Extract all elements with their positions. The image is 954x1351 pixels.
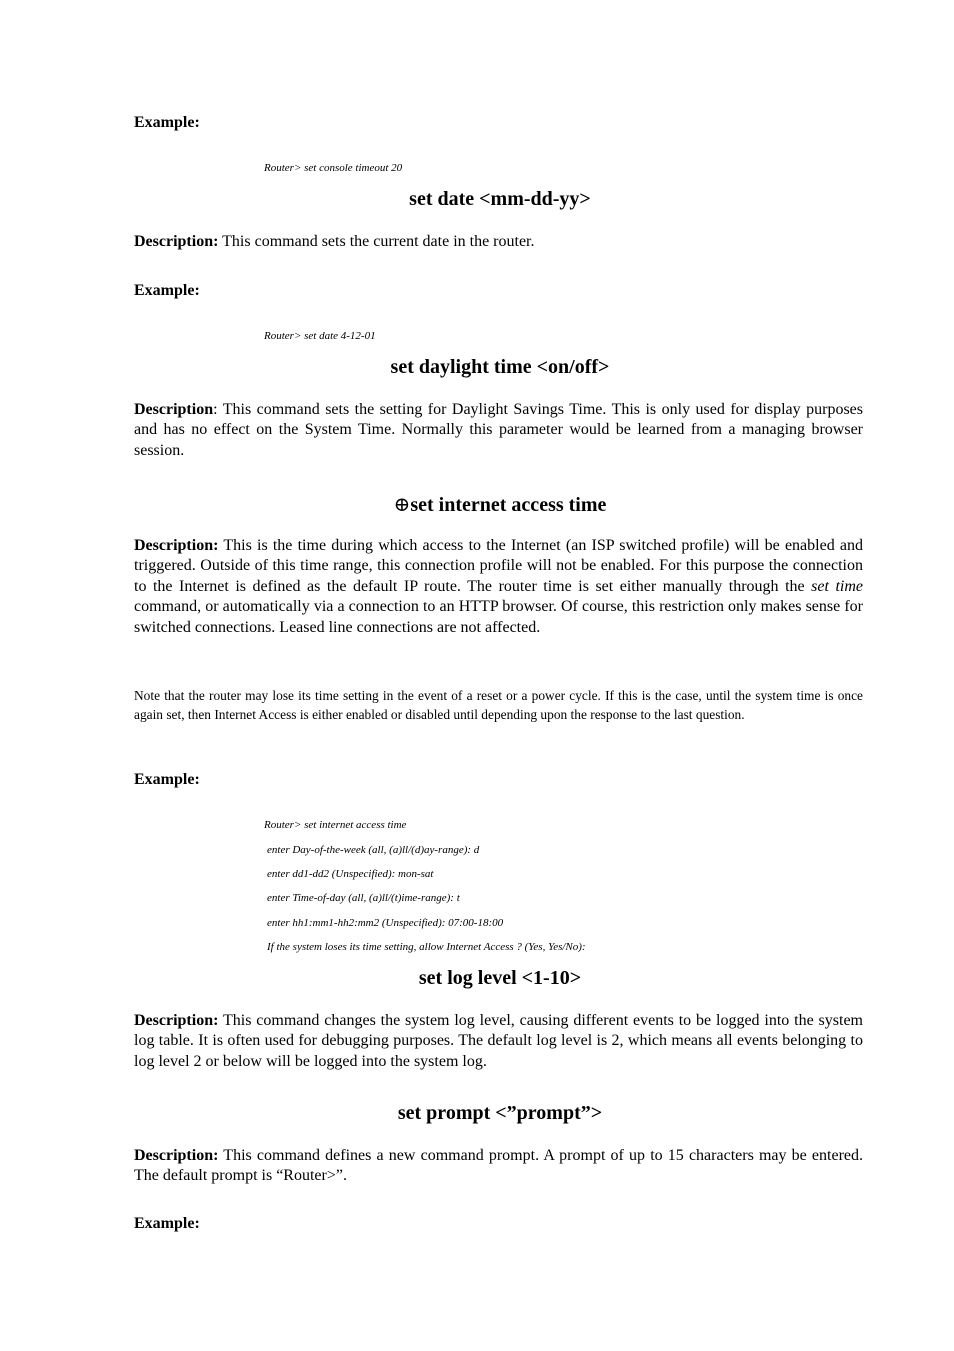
description-set-log-level — [134, 1011, 863, 1072]
description-text: This is the time during which access to the Internet (an ISP switched profile) will be enabled and triggered. Outside of this time range, this connection profile will not be enabled. For this purpose the connection to the Internet is defined as the default IP route. The router time is set either manually through the — [134, 537, 863, 595]
example-code-line: enter dd1-dd2 (Unspecified): mon-sat — [267, 868, 434, 880]
example-label: Example: — [134, 282, 200, 299]
note-paragraph: Note that the router may lose its time setting in the event of a reset or a power cycle. If this is the case, until the system time is once again set, then Internet Access is either enabled or disabled until depending upon the response to the last question. — [134, 688, 863, 722]
heading-set-prompt: set prompt <”prompt”> — [397, 1102, 603, 1124]
description-text: This command defines a new command prompt. A prompt of up to 15 characters may be entered. The default prompt is “Router>”. — [134, 1147, 863, 1185]
circled-plus-icon: ⊕ — [393, 494, 411, 516]
description-label: Description — [134, 401, 214, 418]
description-set-date — [134, 232, 863, 252]
description-set-prompt — [134, 1146, 863, 1187]
description-label: Description: — [134, 1147, 219, 1164]
description-label: Description: — [134, 233, 219, 250]
heading-set-log-level: set log level <1-10> — [418, 967, 582, 989]
description-text: This command sets the current date in the router. — [218, 233, 535, 250]
example-code: Router> set date 4-12-01 — [264, 330, 376, 342]
description-text: command, or automatically via a connection to an HTTP browser. Of course, this restriction only makes sense for switched connections. Leased line connections are not affected. — [134, 598, 863, 636]
heading-set-internet-access-time — [0, 492, 954, 517]
heading-set-daylight-time: set daylight time <on/off> — [390, 356, 610, 378]
example-label: Example: — [134, 114, 200, 131]
example-code-line: enter Time-of-day (all, (a)ll/(t)ime-range): t — [267, 892, 460, 904]
description-label: Description: — [134, 537, 219, 554]
example-code-line: If the system loses its time setting, allow Internet Access ? (Yes, Yes/No): — [267, 941, 586, 953]
description-text: : This command sets the setting for Daylight Savings Time. This is only used for display purposes and has no effect on the System Time. Normally this parameter would be learned from a managing browser session. — [134, 401, 863, 459]
heading-set-date: set date <mm-dd-yy> — [409, 188, 591, 210]
description-set-internet-access-time — [134, 536, 863, 638]
heading-text: set internet access time — [410, 494, 607, 516]
description-label: Description: — [134, 1012, 219, 1029]
description-set-daylight-time — [134, 400, 863, 461]
example-code: Router> set console timeout 20 — [264, 162, 403, 174]
example-code-line: Router> set internet access time — [264, 819, 407, 831]
example-code-line: enter Day-of-the-week (all, (a)ll/(d)ay-range): d — [267, 844, 480, 856]
description-italic-command: set time — [811, 577, 863, 595]
example-label: Example: — [134, 1215, 200, 1232]
example-label: Example: — [134, 771, 200, 788]
example-code-line: enter hh1:mm1-hh2:mm2 (Unspecified): 07:00-18:00 — [267, 917, 504, 929]
description-text: This command changes the system log level, causing different events to be logged into the system log table. It is often used for debugging purposes. The default log level is 2, which means all events belonging to log level 2 or below will be logged into the system log. — [134, 1012, 863, 1070]
